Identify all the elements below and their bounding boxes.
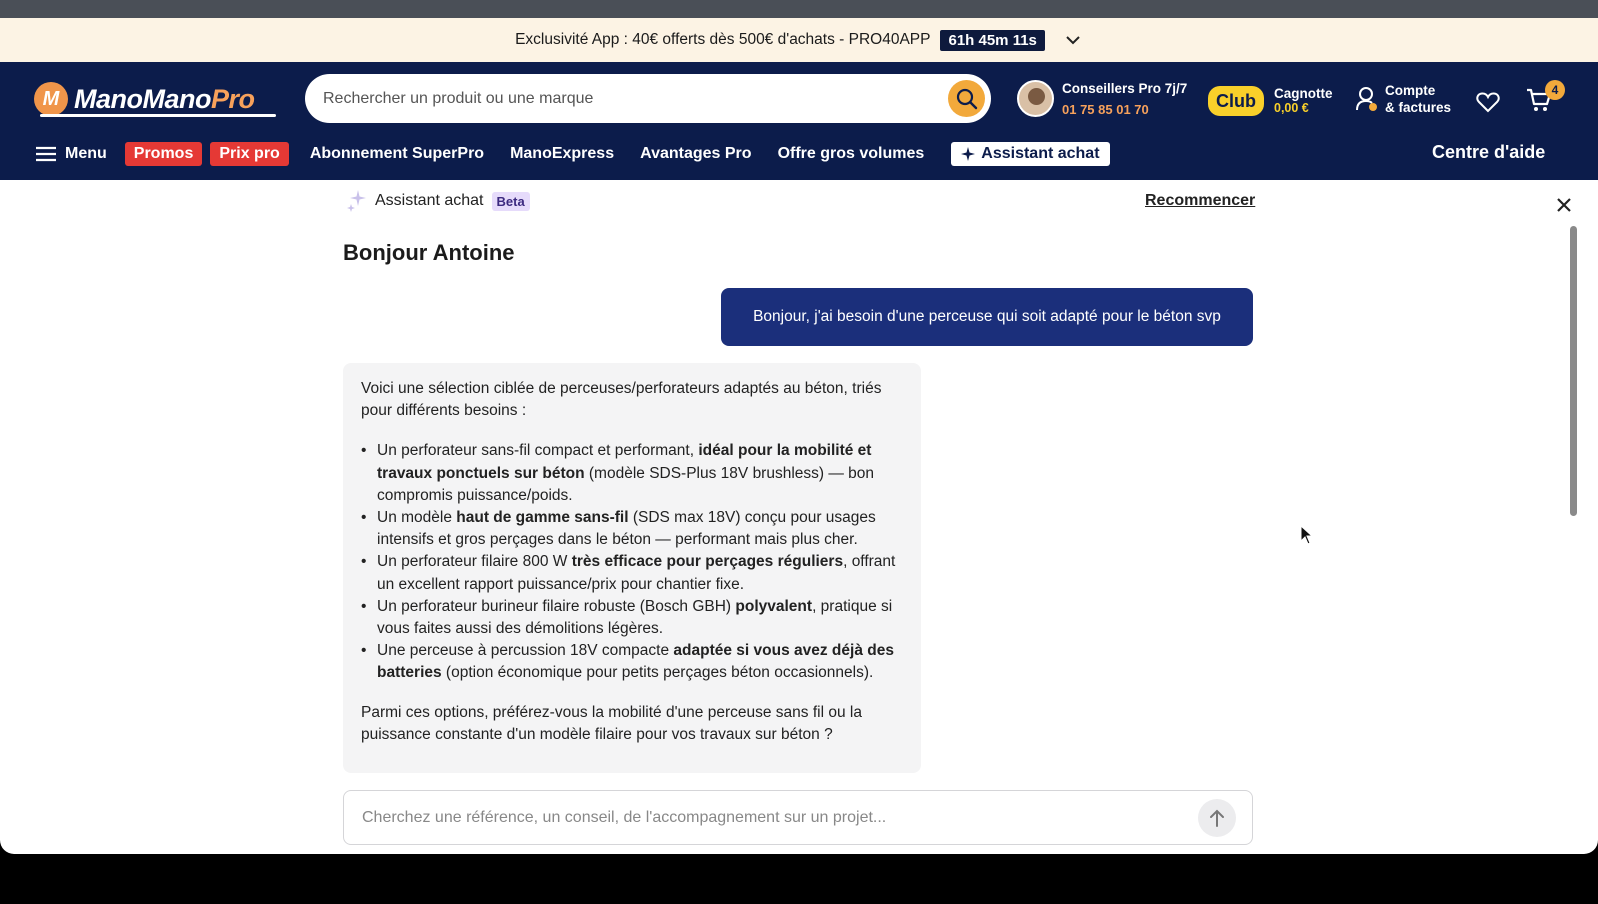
nav-manoexpress[interactable]: ManoExpress — [510, 144, 615, 162]
nav-promos[interactable]: Promos — [125, 142, 203, 166]
account-line1: Compte — [1385, 83, 1436, 98]
promo-timer: 61h 45m 11s — [940, 30, 1044, 51]
chat-composer — [343, 790, 1253, 845]
assistant-title: Assistant achat — [375, 192, 484, 209]
help-center-link[interactable]: Centre d'aide — [1432, 142, 1546, 162]
list-item: • Un perforateur burineur filaire robuste (Bosch GBH) polyvalent, pratique si vous faites aussi des démolitions légères. — [361, 596, 903, 640]
list-item: • Un perforateur filaire 800 W très efficace pour perçages réguliers, offrant un excellent rapport puissance/prix pour chantier fixe. — [361, 551, 903, 595]
logo-badge-icon: M — [34, 82, 68, 116]
hamburger-icon — [36, 146, 56, 162]
promo-banner[interactable] — [0, 18, 1598, 62]
nav-abonnement-superpro[interactable]: Abonnement SuperPro — [309, 144, 485, 162]
cagnotte-label: Cagnotte — [1274, 86, 1333, 101]
logo-text: ManoManoPro — [74, 83, 255, 114]
nav-offre-gros-volumes[interactable]: Offre gros volumes — [777, 144, 925, 162]
arrow-up-icon — [1209, 809, 1225, 827]
nav-prix-pro[interactable]: Prix pro — [210, 142, 288, 166]
cagnotte[interactable] — [1274, 86, 1333, 115]
menu-label: Menu — [65, 144, 107, 162]
assistant-message — [343, 363, 921, 773]
send-button[interactable] — [1198, 799, 1236, 837]
mouse-cursor-icon — [1300, 525, 1314, 545]
logo-underline — [40, 114, 276, 117]
site-header — [0, 62, 1598, 180]
club-badge[interactable]: Club — [1208, 86, 1264, 116]
user-icon — [1355, 86, 1379, 112]
account-button[interactable] — [1355, 82, 1451, 116]
window-top-strip — [0, 0, 1598, 18]
assistant-panel — [0, 180, 1598, 854]
greeting-title: Bonjour Antoine — [343, 240, 515, 265]
chat-input[interactable] — [362, 809, 1162, 827]
user-message: Bonjour, j'ai besoin d'une perceuse qui soit adapté pour le béton svp — [721, 288, 1253, 346]
main-nav — [36, 140, 1110, 167]
nav-avantages-pro[interactable]: Avantages Pro — [640, 144, 752, 162]
search-input[interactable] — [323, 90, 923, 108]
beta-badge: Beta — [492, 192, 530, 211]
sparkle-icon — [347, 190, 367, 212]
assistant-header — [347, 190, 530, 212]
bot-question: Parmi ces options, préférez-vous la mobilité d'une perceuse sans fil ou la puissance constante d'un modèle filaire pour vos travaux sur béton ? — [361, 703, 862, 743]
sparkle-icon — [961, 147, 975, 161]
cart-button[interactable] — [1525, 83, 1559, 116]
scrollbar[interactable] — [1570, 226, 1577, 516]
close-icon[interactable] — [1553, 194, 1575, 216]
manomano-pro-logo[interactable] — [34, 82, 255, 116]
account-line2: & factures — [1385, 100, 1452, 115]
list-item: • Un perforateur sans-fil compact et performant, idéal pour la mobilité et travaux ponctuels sur béton (modèle SDS-Plus 18V brushless) — bon compromis puissance/poids. — [361, 440, 903, 507]
list-item: • Une perceuse à percussion 18V compacte adaptée si vous avez déjà des batteries (option économique pour petits perçages béton occasionnels). — [361, 640, 903, 684]
advisor-contact[interactable] — [1017, 80, 1187, 117]
restart-button[interactable]: Recommencer — [1145, 192, 1256, 209]
bot-list — [361, 440, 903, 684]
advisor-title: Conseillers Pro 7j/7 — [1062, 80, 1188, 96]
advisor-phone[interactable]: 01 75 85 01 70 — [1062, 101, 1149, 117]
nav-assistant-achat[interactable]: Assistant achat — [951, 142, 1109, 166]
search-icon — [956, 88, 978, 110]
menu-button[interactable] — [36, 145, 107, 163]
cagnotte-value: 0,00 € — [1274, 101, 1309, 115]
chevron-down-icon[interactable] — [1063, 30, 1083, 50]
bot-intro: Voici une sélection ciblée de perceuses/perforateurs adaptés au béton, triés pour différents besoins : — [361, 380, 882, 420]
advisor-avatar — [1017, 80, 1054, 117]
heart-icon[interactable] — [1474, 88, 1502, 116]
list-item: • Un modèle haut de gamme sans-fil (SDS max 18V) conçu pour usages intensifs et gros perçages dans le béton — performant mais plus cher. — [361, 507, 903, 551]
cart-count-badge: 4 — [1545, 80, 1565, 100]
search-button[interactable] — [948, 80, 985, 117]
promo-text: Exclusivité App : 40€ offerts dès 500€ d'achats - PRO40APP — [515, 31, 931, 48]
search-bar — [305, 74, 991, 123]
